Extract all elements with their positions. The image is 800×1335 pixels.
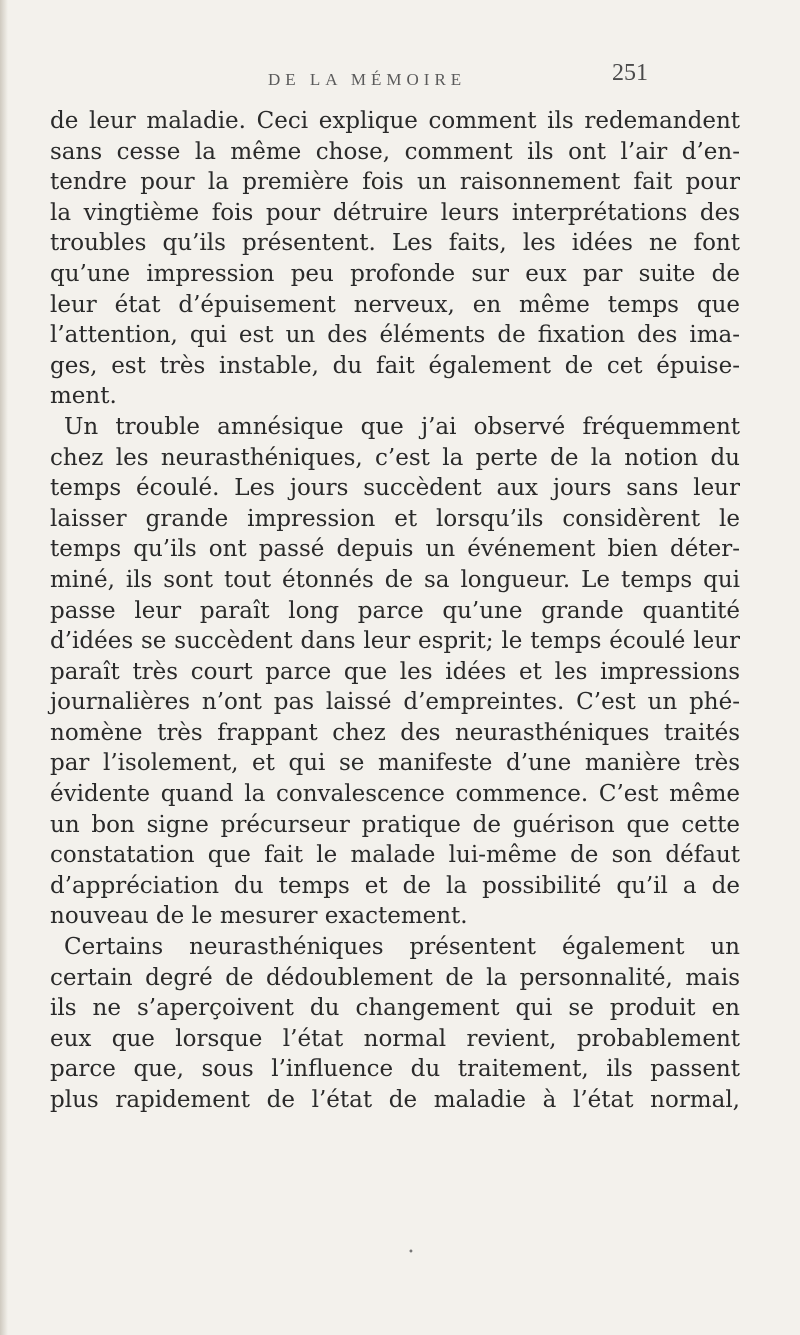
text-line: troubles qu’ils présentent. Les faits, les idées ne font — [50, 230, 740, 257]
stray-ink-mark: • — [408, 1247, 414, 1258]
paragraph-3 — [50, 932, 740, 1116]
page-gutter-edge — [0, 0, 8, 1335]
running-head — [0, 60, 800, 100]
text-line: journalières n’ont pas laissé d’empreintes. C’est un phé- — [50, 689, 740, 716]
text-line: parce que, sous l’influence du traitement, ils passent — [50, 1056, 740, 1083]
text-line: passe leur paraît long parce qu’une grande quantité — [50, 597, 740, 624]
text-line: ges, est très instable, du fait également de cet épuise- — [50, 352, 740, 379]
text-line: plus rapidement de l’état de maladie à l’état normal, — [50, 1087, 740, 1113]
text-line: un bon signe précurseur pratique de guérison que cette — [50, 811, 740, 838]
text-line: nouveau de le mesurer exactement. — [50, 903, 468, 930]
text-line: temps qu’ils ont passé depuis un événement bien déter- — [50, 536, 740, 563]
text-line: miné, ils sont tout étonnés de sa longueur. Le temps qui — [50, 566, 740, 593]
text-line: sans cesse la même chose, comment ils ont l’air d’en- — [50, 138, 740, 165]
text-line: eux que lorsque l’état normal revient, probablement — [50, 1025, 740, 1052]
text-line: la vingtième fois pour détruire leurs interprétations des — [50, 199, 740, 226]
text-line: certain degré de dédoublement de la personnalité, mais — [50, 964, 740, 991]
text-line: Certains neurasthéniques présentent également un — [64, 934, 740, 961]
text-line: l’attention, qui est un des éléments de fixation des ima- — [50, 322, 740, 349]
text-line: d’idées se succèdent dans leur esprit; le temps écoulé leur — [50, 628, 740, 655]
text-line: qu’une impression peu profonde sur eux par suite de — [50, 260, 740, 287]
text-line: évidente quand la convalescence commence. C’est même — [50, 781, 740, 808]
text-line: paraît très court parce que les idées et les impressions — [50, 658, 740, 685]
text-line: Un trouble amnésique que j’ai observé fréquemment — [64, 413, 740, 440]
text-line: tendre pour la première fois un raisonnement fait pour — [50, 169, 740, 196]
text-line: de leur maladie. Ceci explique comment ils redemandent — [50, 108, 740, 134]
text-line: chez les neurasthéniques, c’est la perte de la notion du — [50, 444, 740, 471]
text-line: constatation que fait le malade lui-même de son défaut — [50, 842, 740, 869]
page-number: 251 — [612, 60, 648, 86]
running-title: DE LA MÉMOIRE — [268, 70, 467, 89]
paragraph-2 — [50, 412, 740, 932]
text-line: temps écoulé. Les jours succèdent aux jours sans leur — [50, 475, 740, 502]
body-text — [50, 106, 740, 1116]
text-line: nomène très frappant chez des neurasthéniques traités — [50, 719, 740, 746]
paragraph-1 — [50, 106, 740, 412]
text-line: leur état d’épuisement nerveux, en même temps que — [50, 291, 740, 318]
text-line: laisser grande impression et lorsqu’ils considèrent le — [50, 505, 740, 532]
text-line: ment. — [50, 383, 117, 410]
text-line: ils ne s’aperçoivent du changement qui se produit en — [50, 995, 740, 1022]
text-line: par l’isolement, et qui se manifeste d’une manière très — [50, 750, 740, 777]
text-line: d’appréciation du temps et de la possibilité qu’il a de — [50, 872, 740, 899]
